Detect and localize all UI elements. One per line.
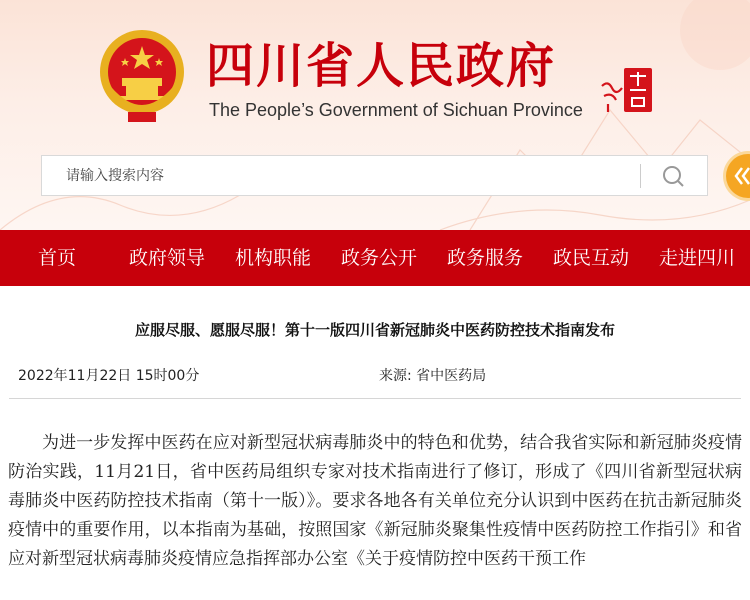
nav-item-home[interactable]: 首页: [37, 247, 76, 269]
article-source: 来源: 省中医药局: [379, 368, 487, 384]
site-header: [0, 0, 750, 230]
double-chevron-left-icon: [726, 154, 750, 198]
nav-item-institutions[interactable]: 机构职能: [234, 247, 311, 269]
nav-item-gov-services[interactable]: 政务服务: [446, 247, 523, 269]
nav-item-government-leaders[interactable]: 政府领导: [128, 247, 205, 269]
site-subtitle: The People’s Government of Sichuan Province: [209, 100, 583, 120]
search-button[interactable]: [650, 160, 700, 192]
search-input[interactable]: [42, 156, 640, 195]
site-title: 四川省人民政府: [206, 38, 557, 94]
main-nav: [0, 230, 750, 286]
nav-item-interaction[interactable]: 政民互动: [552, 247, 629, 269]
nav-item-about-sichuan[interactable]: 走进四川: [658, 247, 735, 269]
meta-divider: [9, 398, 741, 399]
seal-stamp-icon: [598, 66, 654, 116]
nav-item-gov-affairs-disclosure[interactable]: 政务公开: [340, 247, 417, 269]
article-date: 2022年11月22日 15时00分: [18, 368, 200, 384]
article-body: 为进一步发挥中医药在应对新型冠状病毒肺炎中的特色和优势，结合我省实际和新冠肺炎疫情防治实践，11月21日，省中医药局组织专家对技术指南进行了修订，形成了《四川省新型冠状病毒肺炎中医药防控技术指南（第十一版）》。要求各地各有关单位充分认识到中医药在抗击新冠肺炎疫情中的重要作用，以本指南为基础，按照国家《新冠肺炎聚集性疫情中医药防控工作指引》和省应对新型冠状病毒肺炎疫情应急指挥部办公室《关于疫情防控中医药干预工作: [8, 433, 742, 569]
search-divider: [640, 164, 641, 188]
search-box: [41, 155, 708, 196]
article-title: 应服尽服、愿服尽服！第十一版四川省新冠肺炎中医药防控技术指南发布: [134, 321, 615, 339]
national-emblem-icon: [98, 28, 186, 124]
search-icon: [650, 160, 700, 192]
side-toggle-button[interactable]: [726, 154, 750, 198]
